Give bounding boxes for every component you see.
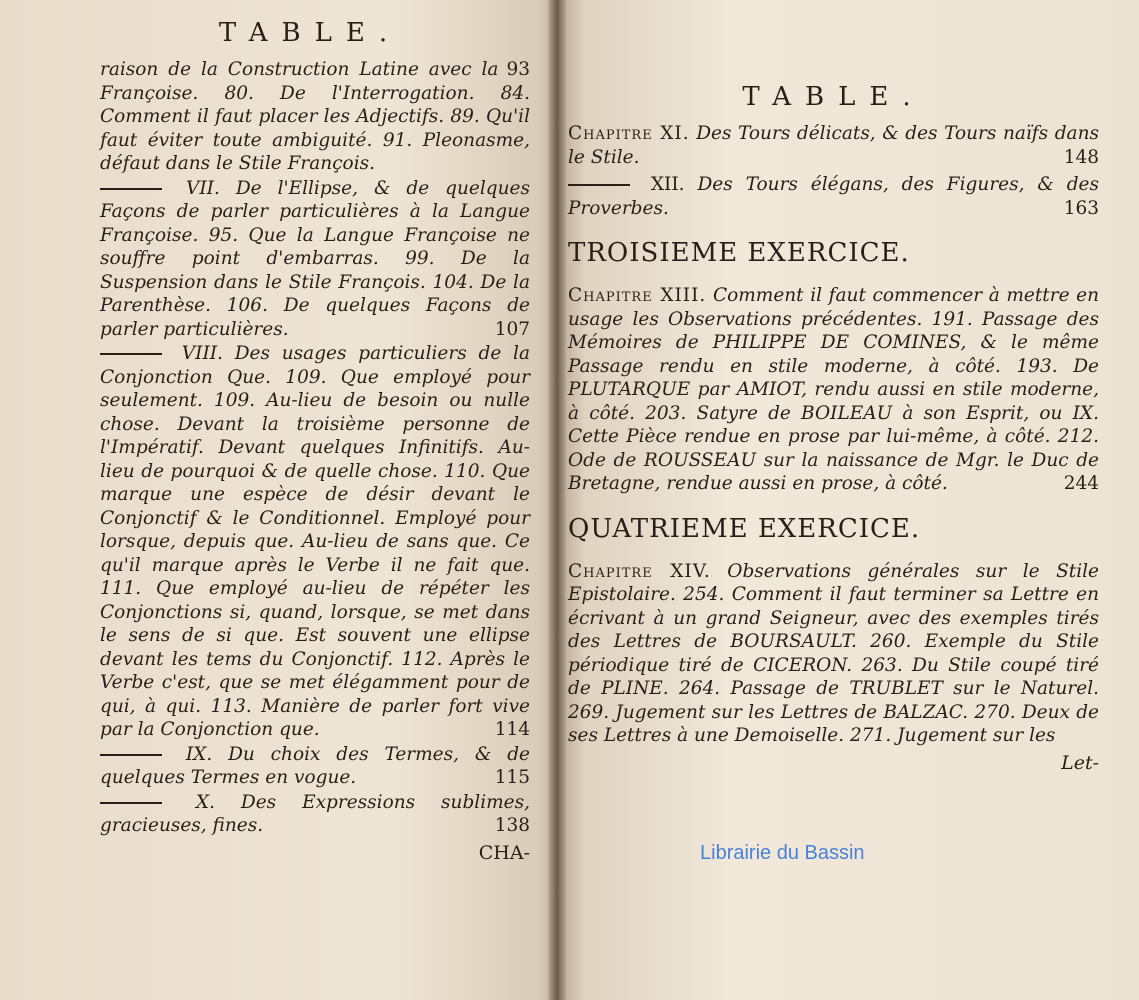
left-page <box>0 0 560 1000</box>
page-number: 244 <box>1063 473 1099 494</box>
page-number: 107 <box>494 318 530 340</box>
toc-chapter <box>568 173 1099 220</box>
book-gutter <box>548 0 566 1000</box>
left-running-head: TABLE. <box>218 18 402 48</box>
watermark: Librairie du Bassin <box>700 842 865 864</box>
entry-text: X. Des Expressions sublimes, gracieuses, fines. <box>100 791 530 836</box>
toc-entry <box>100 58 530 176</box>
section-heading-troisieme: TROISIEME EXERCICE. <box>568 238 910 268</box>
chapter-text: Comment il faut commencer à mettre en usage les Observations précédentes. 191. Passage des Mémoires de PHILIPPE DE COMINES, & le même Passage rendu en stile moderne, à côté. 193. De PLUTARQUE par AMIOT, rendu aussi en stile moderne, à côté. 203. Satyre de BOILEAU à son Esprit, ou IX. Cette Pièce rendue en prose par lui-même, à côté. 212. Ode de ROUSSEAU sur la naissance de Mgr. le Duc de Bretagne, rendue aussi en prose, à côté. <box>568 285 1099 494</box>
toc-chapter <box>568 122 1099 169</box>
dash-rule <box>100 754 162 756</box>
section-heading-quatrieme: QUATRIEME EXERCICE. <box>568 513 921 544</box>
right-running-head: TABLE. <box>742 82 925 112</box>
entry-text: VIII. Des usages particuliers de la Conjonction Que. 109. Que employé pour seulement. 109. Au-lieu de besoin ou nulle chose. Devant la troisième personne de l'Impératif. Devant quelques Infinitifs. Au-lieu de pourquoi & de quelle chose. 110. Que marque une espèce de désir devant le Conjonctif & le Conditionnel. Employé pour lorsque, depuis que. Au-lieu de sans que. Ce qu'il marque après le Verbe il ne fait que. 111. Que employé au-lieu de répéter les Conjonctions si, quand, lorsque, se met dans le sens de si que. Est souvent une ellipse devant les tems du Conjonctif. 112. Après le Verbe c'est, que se met élégamment pour de qui, à qui. 113. Manière de parler fort vive par la Conjonction que. <box>100 343 530 740</box>
page-number: 148 <box>1063 146 1099 168</box>
chapter-label: Chapitre XIV. <box>568 560 711 582</box>
entry-text: VII. De l'Ellipse, & de quelques Façons de parler particulières à la Langue Françoise. 95. Que la Langue Françoise ne souffre point d'embarras. 99. De la Suspension dans le Stile François. 104. De la Parenthèse. 106. De quelques Façons de parler particulières. <box>100 177 530 340</box>
chapter-text: Des Tours élégans, des Figures, & des Proverbes. <box>568 174 1099 219</box>
page-number: 114 <box>494 719 530 740</box>
right-catchword: Let- <box>1061 751 1099 774</box>
dash-rule <box>100 353 162 355</box>
chapter-text: Observations générales sur le Stile Epistolaire. 254. Comment il faut terminer sa Lettre en écrivant à un grand Seigneur, avec des exemples tirés des Lettres de BOURSAULT. 260. Exemple du Stile périodique tiré de CICERON. 263. Du Stile coupé tiré de PLINE. 264. Passage de TRUBLET sur le Naturel. 269. Jugement sur les Lettres de BALZAC. 270. Deux de ses Lettres à une Demoiselle. 271. Jugement sur les <box>568 560 1099 746</box>
dash-rule <box>568 184 630 186</box>
toc-chapter <box>568 284 1099 496</box>
chapter-label: Chapitre XI. <box>568 123 690 144</box>
page-number: 138 <box>494 815 530 836</box>
dash-rule <box>100 188 162 190</box>
left-catchword: CHA- <box>478 841 530 864</box>
toc-entry <box>100 791 530 838</box>
toc-chapter <box>568 560 1099 748</box>
chapter-label: Chapitre XIII. <box>568 285 707 306</box>
page-number: 163 <box>1063 197 1099 219</box>
entry-text: IX. Du choix des Termes, & de quelques Termes en vogue. <box>100 743 530 788</box>
toc-entry <box>100 177 530 342</box>
entry-text: raison de la Construction Latine avec la Françoise. 80. De l'Interrogation. 84. Comment il faut placer les Adjectifs. 89. Qu'il faut éviter toute ambiguité. 91. Pleonasme, défaut dans le Stile François. <box>100 59 530 174</box>
chapter-label: XII. <box>650 174 685 195</box>
chapter-text: Des Tours délicats, & des Tours naïfs dans le Stile. <box>568 123 1099 168</box>
dash-rule <box>100 802 162 804</box>
page-number: 115 <box>494 767 530 788</box>
toc-entry <box>100 743 530 790</box>
toc-entry <box>100 342 530 742</box>
page-number: 93 <box>506 59 530 80</box>
